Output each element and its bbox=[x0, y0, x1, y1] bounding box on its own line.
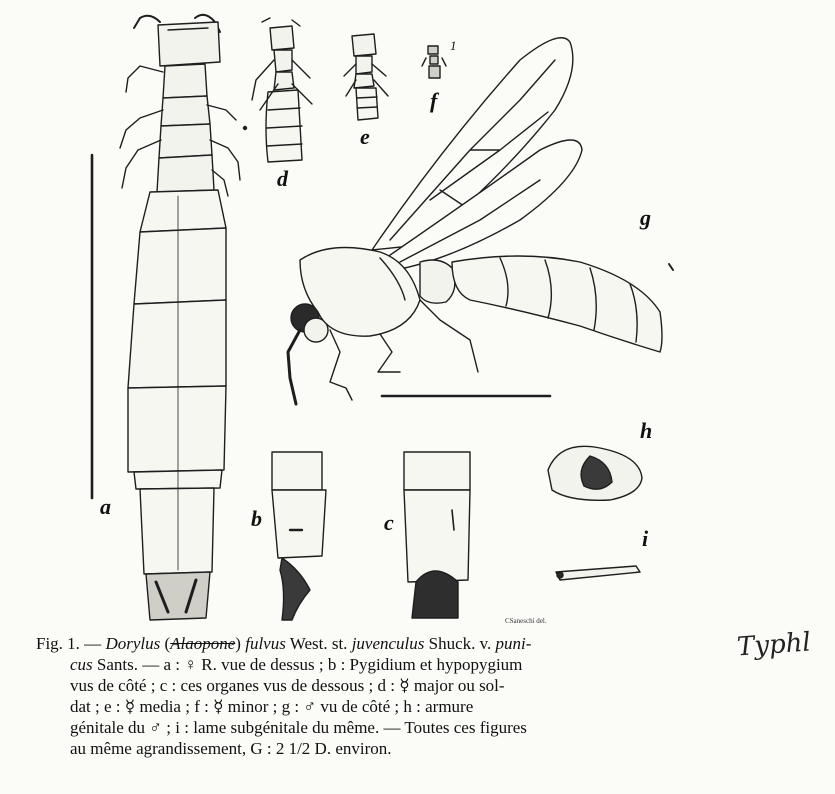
label-a: a bbox=[100, 494, 111, 519]
caption-struck-subgenus: Alaopone bbox=[170, 634, 236, 653]
illustration-pygidium-lateral bbox=[272, 452, 326, 620]
caption-line-1 bbox=[36, 633, 726, 654]
caption-variety-end: cus bbox=[70, 655, 93, 674]
illustration-male-lateral bbox=[288, 38, 662, 404]
illustration-worker-minor bbox=[422, 46, 446, 78]
illustration-subgenital-plate bbox=[556, 566, 640, 580]
caption-line-6: au même agrandissement, G : 2 1/2 D. environ. bbox=[70, 739, 392, 758]
label-f-small: 1 bbox=[450, 38, 457, 53]
label-d: d bbox=[277, 166, 288, 191]
caption-variety-start: puni- bbox=[495, 634, 532, 653]
caption-line-4: dat ; e : ☿ media ; f : ☿ minor ; g : ♂ vu de côté ; h : armure bbox=[70, 697, 474, 716]
label-e: e bbox=[360, 124, 370, 149]
illustration-genital-armature bbox=[548, 446, 642, 500]
caption-line-2-text: Sants. — a : ♀ R. vue de dessus ; b : Pygidium et hypopygium bbox=[92, 655, 523, 674]
figure-caption bbox=[36, 633, 726, 759]
illustration-queen-dorsal bbox=[120, 15, 240, 620]
illustration-worker-major bbox=[252, 18, 312, 162]
label-i: i bbox=[642, 526, 649, 551]
caption-author: West. st. bbox=[285, 634, 352, 653]
caption-paren-open: ( bbox=[160, 634, 171, 653]
caption-paren-close: ) bbox=[235, 634, 246, 653]
label-f: f bbox=[430, 88, 438, 113]
illustration-worker-media bbox=[344, 34, 388, 120]
artist-credit: CSaneschi del. bbox=[505, 617, 547, 625]
caption-line-5: génitale du ♂ ; i : lame subgénitale du même. — Toutes ces figures bbox=[70, 718, 527, 737]
caption-subspecies: juvenculus bbox=[351, 634, 425, 653]
label-c: c bbox=[384, 510, 394, 535]
handwritten-note: Typhl bbox=[736, 627, 812, 663]
caption-genus: Dorylus bbox=[105, 634, 161, 653]
caption-author-2: Shuck. v. bbox=[424, 634, 496, 653]
label-b: b bbox=[251, 506, 262, 531]
label-h: h bbox=[640, 418, 653, 443]
label-g: g bbox=[640, 205, 651, 230]
caption-line-3: vus de côté ; c : ces organes vus de dessous ; d : ☿ major ou sol- bbox=[70, 676, 505, 695]
caption-species: fulvus bbox=[245, 634, 286, 653]
caption-line-2 bbox=[36, 654, 726, 675]
caption-fig-number: Fig. 1. — bbox=[36, 634, 106, 653]
illustration-organs-ventral bbox=[404, 452, 470, 618]
